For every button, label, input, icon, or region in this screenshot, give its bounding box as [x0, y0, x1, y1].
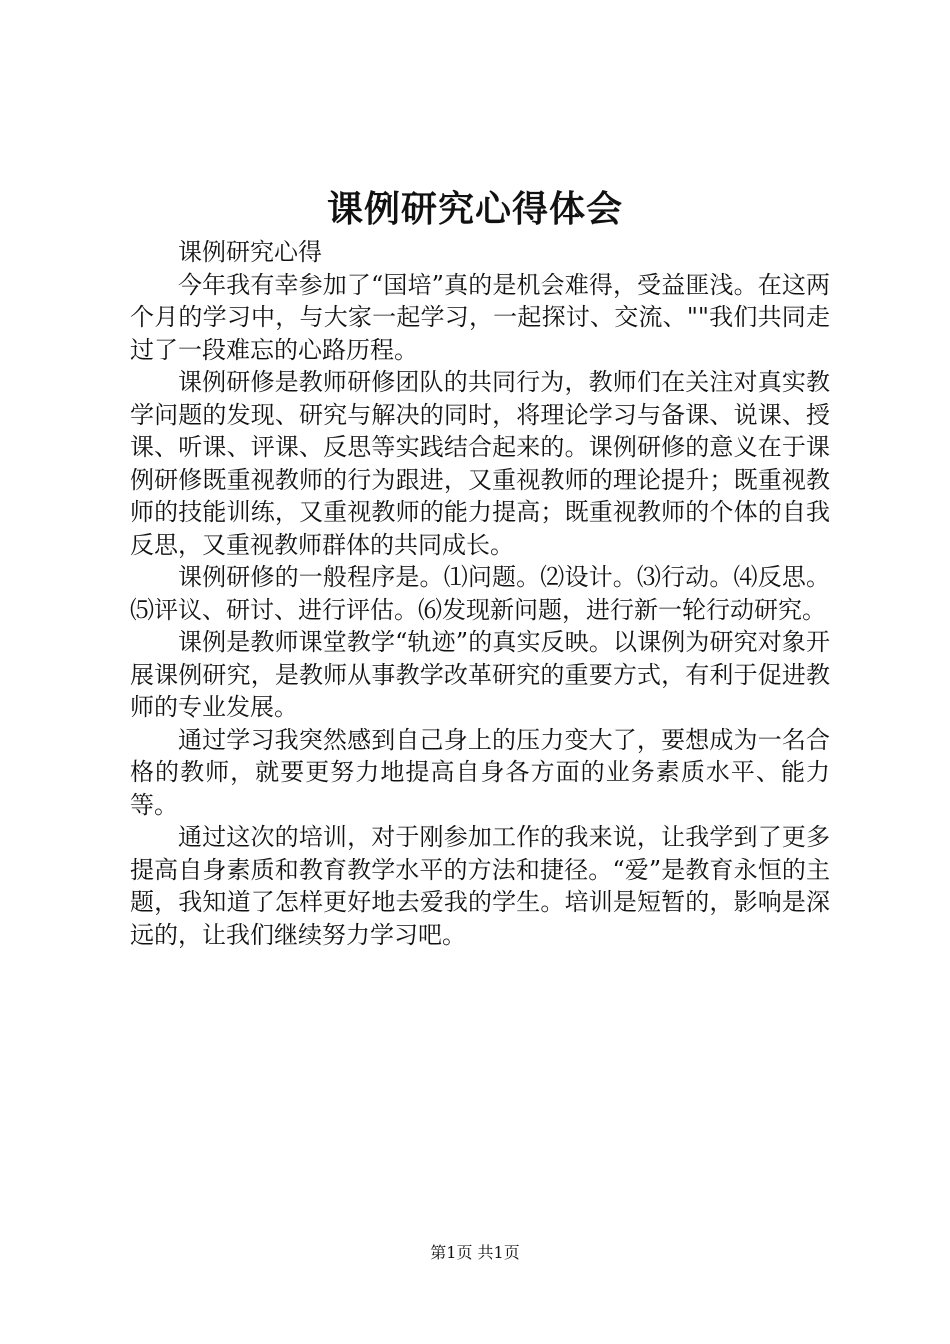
paragraph-reflection: 通过学习我突然感到自己身上的压力变大了，要想成为一名合格的教师，就要更努力地提高自身各方面的业务素质水平、能力等。 — [130, 725, 830, 819]
paragraph-subtitle: 课例研究心得 — [178, 238, 322, 266]
paragraph-intro: 今年我有幸参加了“国培”真的是机会难得，受益匪浅。在这两个月的学习中，与大家一起学习，一起探讨、交流、""我们共同走过了一段难忘的心路历程。 — [130, 270, 830, 364]
paragraph-definition: 课例研修是教师研修团队的共同行为，教师们在关注对真实教学问题的发现、研究与解决的同时，将理论学习与备课、说课、授课、听课、评课、反思等实践结合起来的。课例研修的意义在于课例研修既重视教师的行为跟进，又重视教师的理论提升；既重视教师的技能训练，又重视教师的能力提高；既重视教师的个体的自我反思，又重视教师群体的共同成长。 — [130, 368, 830, 559]
page-footer: 第1页 共1页 — [430, 1243, 520, 1262]
document-title: 课例研究心得体会 — [326, 188, 623, 230]
paragraph-conclusion: 通过这次的培训，对于刚参加工作的我来说，让我学到了更多提高自身素质和教育教学水平的方法和捷径。“爱”是教育永恒的主题，我知道了怎样更好地去爱我的学生。培训是短暂的，影响是深远的，让我们继续努力学习吧。 — [130, 823, 830, 949]
document-body — [130, 236, 830, 951]
paragraph-significance: 课例是教师课堂教学“轨迹”的真实反映。以课例为研究对象开展课例研究，是教师从事教学改革研究的重要方式，有利于促进教师的专业发展。 — [130, 628, 830, 721]
paragraph-procedure: 课例研修的一般程序是。⑴问题。⑵设计。⑶行动。⑷反思。⑸评议、研讨、进行评估。⑹发现新问题，进行新一轮行动研究。 — [130, 563, 830, 624]
